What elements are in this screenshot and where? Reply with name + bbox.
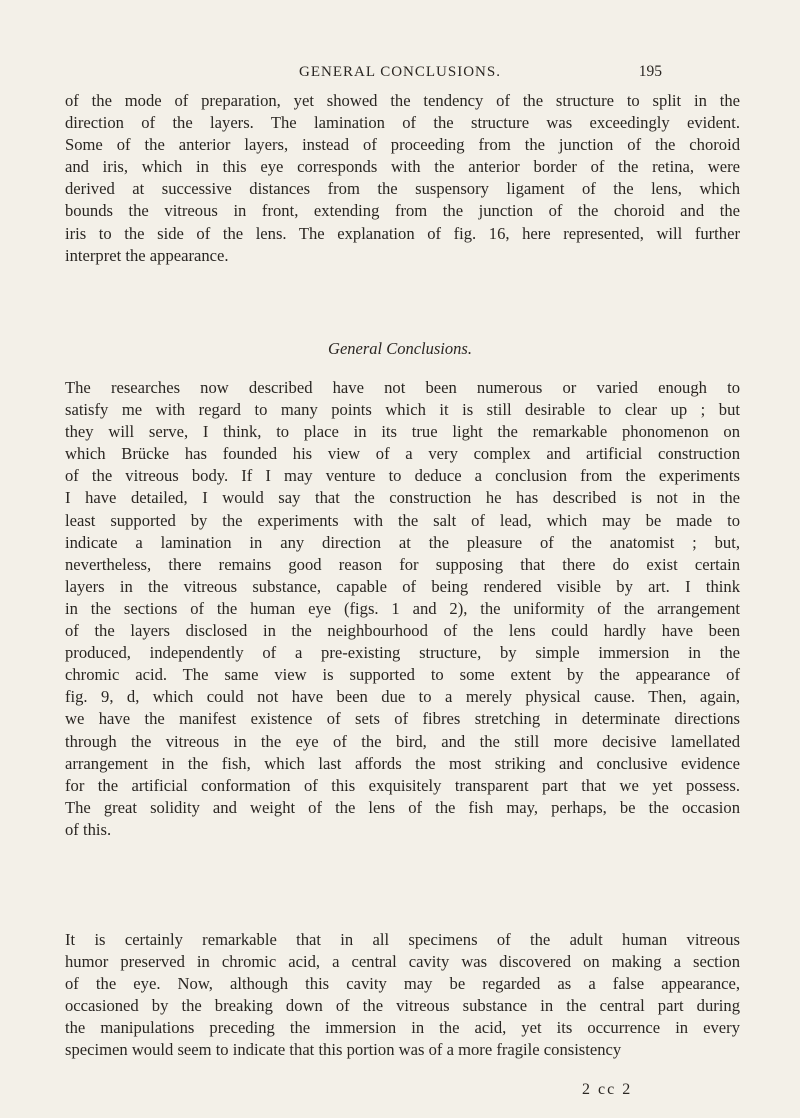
text-line: the manipulations preceding the immersion in the acid, yet its occurrence in every [65, 1018, 740, 1038]
text-line: humor preserved in chromic acid, a central cavity was discovered on making a section [65, 952, 740, 972]
text-line: of the eye. Now, although this cavity may be regarded as a false appearance, [65, 974, 740, 994]
text-line: It is certainly remarkable that in all specimens of the adult human vitreous [65, 930, 740, 949]
text-line: in the sections of the human eye (figs. 1 and 2), the uniformity of the arrangement [65, 598, 740, 618]
text-line: interpret the appearance. [65, 245, 229, 265]
text-line: which Brücke has founded his view of a very complex and artificial construction [65, 444, 740, 464]
text-line: iris to the side of the lens. The explanation of fig. 16, here represented, will further [65, 223, 740, 243]
text-line: through the vitreous in the eye of the bird, and the still more decisive lamellated [65, 731, 740, 751]
text-line: bounds the vitreous in front, extending from the junction of the choroid and the [65, 201, 740, 221]
text-line: for the artificial conformation of this exquisitely transparent part that we yet possess. [65, 775, 740, 795]
text-line: and iris, which in this eye corresponds with the anterior border of the retina, were [65, 157, 740, 177]
text-line: chromic acid. The same view is supported to some extent by the appearance of [65, 665, 740, 685]
paragraph-researches [65, 377, 740, 841]
text-line: specimen would seem to indicate that this portion was of a more fragile consistency [65, 1040, 622, 1060]
text-line: arrangement in the fish, which last affords the most striking and conclusive evidence [65, 753, 740, 773]
text-line: satisfy me with regard to many points which it is still desirable to clear up ; but [65, 400, 740, 420]
text-line: of the vitreous body. If I may venture to deduce a conclusion from the experiments [65, 466, 740, 486]
running-title: GENERAL CONCLUSIONS. [299, 64, 501, 80]
section-heading: General Conclusions. [328, 339, 472, 358]
text-line: The researches now described have not been numerous or varied enough to [65, 378, 740, 397]
printer-signature-mark: 2 cc 2 [582, 1081, 633, 1098]
text-line: derived at successive distances from the suspensory ligament of the lens, which [65, 179, 740, 199]
text-line: produced, independently of a pre-existing structure, by simple immersion in the [65, 643, 740, 663]
text-line: The great solidity and weight of the lens of the fish may, perhaps, be the occasion [65, 797, 740, 817]
text-line: of the layers disclosed in the neighbourhood of the lens could hardly have been [65, 621, 740, 641]
text-line: indicate a lamination in any direction at the pleasure of the anatomist ; but, [65, 532, 740, 552]
paragraph-central-cavity [65, 929, 740, 1062]
page-number: 195 [638, 63, 662, 80]
text-line: we have the manifest existence of sets of fibres stretching in determinate directions [65, 709, 740, 729]
text-line: I have detailed, I would say that the construction he has described is not in the [65, 488, 740, 508]
text-line: least supported by the experiments with the salt of lead, which may be made to [65, 510, 740, 530]
text-line: nevertheless, there remains good reason for supposing that there do exist certain [65, 554, 740, 574]
text-line: direction of the layers. The lamination of the structure was exceedingly evident. [65, 113, 740, 133]
text-line: layers in the vitreous substance, capable of being rendered visible by art. I think [65, 576, 740, 596]
text-line: of the mode of preparation, yet showed the tendency of the structure to split in the [65, 91, 740, 110]
text-line: Some of the anterior layers, instead of proceeding from the junction of the choroid [65, 135, 740, 155]
text-line: fig. 9, d, which could not have been due to a merely physical cause. Then, again, [65, 687, 740, 707]
paragraph-fig16-explanation [65, 90, 740, 267]
text-line: they will serve, I think, to place in its true light the remarkable phonomenon on [65, 422, 740, 442]
text-line: occasioned by the breaking down of the vitreous substance in the central part during [65, 996, 740, 1016]
text-line: of this. [65, 819, 112, 839]
